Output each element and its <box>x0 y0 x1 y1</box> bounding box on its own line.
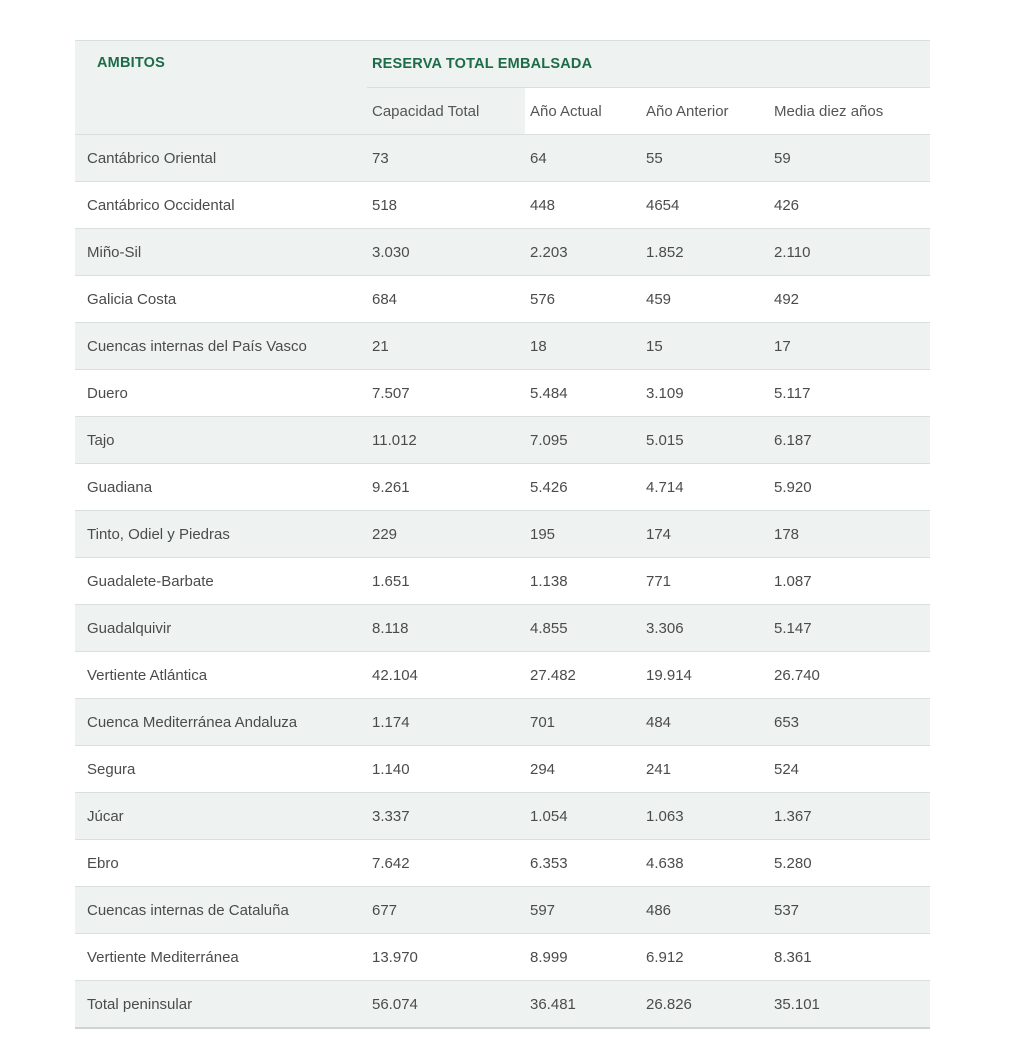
cell-ambito: Cuenca Mediterránea Andaluza <box>75 699 367 746</box>
table-row <box>75 323 930 370</box>
cell-media-diez-anos: 6.187 <box>769 417 930 464</box>
cell-ambito: Vertiente Atlántica <box>75 652 367 699</box>
table-row <box>75 558 930 605</box>
cell-ambito: Ebro <box>75 840 367 887</box>
cell-capacidad-total: 1.174 <box>367 699 525 746</box>
cell-ano-actual: 597 <box>525 887 641 934</box>
cell-media-diez-anos: 1.367 <box>769 793 930 840</box>
cell-media-diez-anos: 26.740 <box>769 652 930 699</box>
cell-ano-anterior: 1.063 <box>641 793 769 840</box>
cell-ano-actual: 7.095 <box>525 417 641 464</box>
cell-media-diez-anos: 5.117 <box>769 370 930 417</box>
cell-media-diez-anos: 653 <box>769 699 930 746</box>
cell-ano-actual: 5.426 <box>525 464 641 511</box>
cell-capacidad-total: 21 <box>367 323 525 370</box>
cell-capacidad-total: 3.337 <box>367 793 525 840</box>
cell-ano-anterior: 55 <box>641 135 769 182</box>
cell-ano-anterior: 4654 <box>641 182 769 229</box>
cell-ambito: Cuencas internas del País Vasco <box>75 323 367 370</box>
cell-capacidad-total: 42.104 <box>367 652 525 699</box>
cell-ano-anterior: 4.638 <box>641 840 769 887</box>
table-row <box>75 276 930 323</box>
cell-ambito: Guadiana <box>75 464 367 511</box>
cell-media-diez-anos: 524 <box>769 746 930 793</box>
table-row <box>75 652 930 699</box>
reservoir-table-container <box>75 41 930 1029</box>
cell-ambito: Tajo <box>75 417 367 464</box>
cell-ambito: Guadalquivir <box>75 605 367 652</box>
cell-ano-actual: 701 <box>525 699 641 746</box>
cell-ano-anterior: 3.109 <box>641 370 769 417</box>
cell-ambito: Total peninsular <box>75 981 367 1029</box>
cell-capacidad-total: 7.507 <box>367 370 525 417</box>
cell-capacidad-total: 677 <box>367 887 525 934</box>
cell-media-diez-anos: 17 <box>769 323 930 370</box>
table-header-row <box>75 41 930 88</box>
cell-ano-anterior: 4.714 <box>641 464 769 511</box>
cell-ambito: Tinto, Odiel y Piedras <box>75 511 367 558</box>
column-header-media: Media diez años <box>769 88 930 135</box>
cell-capacidad-total: 7.642 <box>367 840 525 887</box>
cell-media-diez-anos: 2.110 <box>769 229 930 276</box>
reservoir-table <box>75 41 930 1029</box>
cell-ano-anterior: 771 <box>641 558 769 605</box>
cell-capacidad-total: 9.261 <box>367 464 525 511</box>
table-row <box>75 981 930 1029</box>
cell-ano-actual: 36.481 <box>525 981 641 1029</box>
cell-ambito: Segura <box>75 746 367 793</box>
cell-ano-anterior: 241 <box>641 746 769 793</box>
cell-ano-actual: 294 <box>525 746 641 793</box>
cell-ano-anterior: 15 <box>641 323 769 370</box>
cell-capacidad-total: 73 <box>367 135 525 182</box>
cell-ano-actual: 1.138 <box>525 558 641 605</box>
cell-capacidad-total: 3.030 <box>367 229 525 276</box>
cell-ambito: Guadalete-Barbate <box>75 558 367 605</box>
table-row <box>75 793 930 840</box>
cell-ambito: Galicia Costa <box>75 276 367 323</box>
cell-ano-anterior: 26.826 <box>641 981 769 1029</box>
cell-ano-actual: 18 <box>525 323 641 370</box>
cell-ambito: Cuencas internas de Cataluña <box>75 887 367 934</box>
table-row <box>75 182 930 229</box>
table-row <box>75 370 930 417</box>
cell-media-diez-anos: 492 <box>769 276 930 323</box>
cell-ano-actual: 576 <box>525 276 641 323</box>
table-row <box>75 464 930 511</box>
table-row <box>75 229 930 276</box>
cell-ambito: Júcar <box>75 793 367 840</box>
table-row <box>75 746 930 793</box>
table-row <box>75 840 930 887</box>
cell-media-diez-anos: 8.361 <box>769 934 930 981</box>
cell-media-diez-anos: 35.101 <box>769 981 930 1029</box>
cell-ano-anterior: 6.912 <box>641 934 769 981</box>
cell-media-diez-anos: 426 <box>769 182 930 229</box>
cell-ano-actual: 5.484 <box>525 370 641 417</box>
cell-ano-actual: 4.855 <box>525 605 641 652</box>
table-row <box>75 135 930 182</box>
cell-ano-actual: 195 <box>525 511 641 558</box>
table-row <box>75 417 930 464</box>
cell-ano-anterior: 19.914 <box>641 652 769 699</box>
cell-capacidad-total: 684 <box>367 276 525 323</box>
column-header-capacidad: Capacidad Total <box>367 88 525 135</box>
cell-ano-anterior: 3.306 <box>641 605 769 652</box>
cell-ambito: Cantábrico Oriental <box>75 135 367 182</box>
table-row <box>75 511 930 558</box>
column-header-ambitos: AMBITOS <box>75 41 367 135</box>
cell-ano-anterior: 174 <box>641 511 769 558</box>
column-header-anterior: Año Anterior <box>641 88 769 135</box>
cell-media-diez-anos: 59 <box>769 135 930 182</box>
cell-capacidad-total: 229 <box>367 511 525 558</box>
cell-capacidad-total: 56.074 <box>367 981 525 1029</box>
cell-capacidad-total: 11.012 <box>367 417 525 464</box>
column-header-actual: Año Actual <box>525 88 641 135</box>
table-row <box>75 605 930 652</box>
cell-media-diez-anos: 537 <box>769 887 930 934</box>
cell-ano-anterior: 486 <box>641 887 769 934</box>
cell-ano-actual: 27.482 <box>525 652 641 699</box>
table-body <box>75 135 930 1029</box>
cell-ano-anterior: 459 <box>641 276 769 323</box>
cell-media-diez-anos: 5.280 <box>769 840 930 887</box>
cell-ambito: Vertiente Mediterránea <box>75 934 367 981</box>
cell-ano-actual: 8.999 <box>525 934 641 981</box>
cell-media-diez-anos: 5.147 <box>769 605 930 652</box>
cell-capacidad-total: 13.970 <box>367 934 525 981</box>
cell-capacidad-total: 1.140 <box>367 746 525 793</box>
cell-ambito: Cantábrico Occidental <box>75 182 367 229</box>
cell-ano-anterior: 1.852 <box>641 229 769 276</box>
cell-media-diez-anos: 1.087 <box>769 558 930 605</box>
cell-ambito: Miño-Sil <box>75 229 367 276</box>
cell-capacidad-total: 518 <box>367 182 525 229</box>
cell-media-diez-anos: 178 <box>769 511 930 558</box>
table-row <box>75 699 930 746</box>
cell-ano-actual: 64 <box>525 135 641 182</box>
table-row <box>75 934 930 981</box>
cell-ano-actual: 448 <box>525 182 641 229</box>
cell-ambito: Duero <box>75 370 367 417</box>
cell-ano-actual: 2.203 <box>525 229 641 276</box>
cell-capacidad-total: 1.651 <box>367 558 525 605</box>
cell-ano-anterior: 484 <box>641 699 769 746</box>
cell-capacidad-total: 8.118 <box>367 605 525 652</box>
table-row <box>75 887 930 934</box>
cell-media-diez-anos: 5.920 <box>769 464 930 511</box>
cell-ano-anterior: 5.015 <box>641 417 769 464</box>
cell-ano-actual: 6.353 <box>525 840 641 887</box>
column-group-header-reserva: RESERVA TOTAL EMBALSADA <box>367 41 930 88</box>
cell-ano-actual: 1.054 <box>525 793 641 840</box>
